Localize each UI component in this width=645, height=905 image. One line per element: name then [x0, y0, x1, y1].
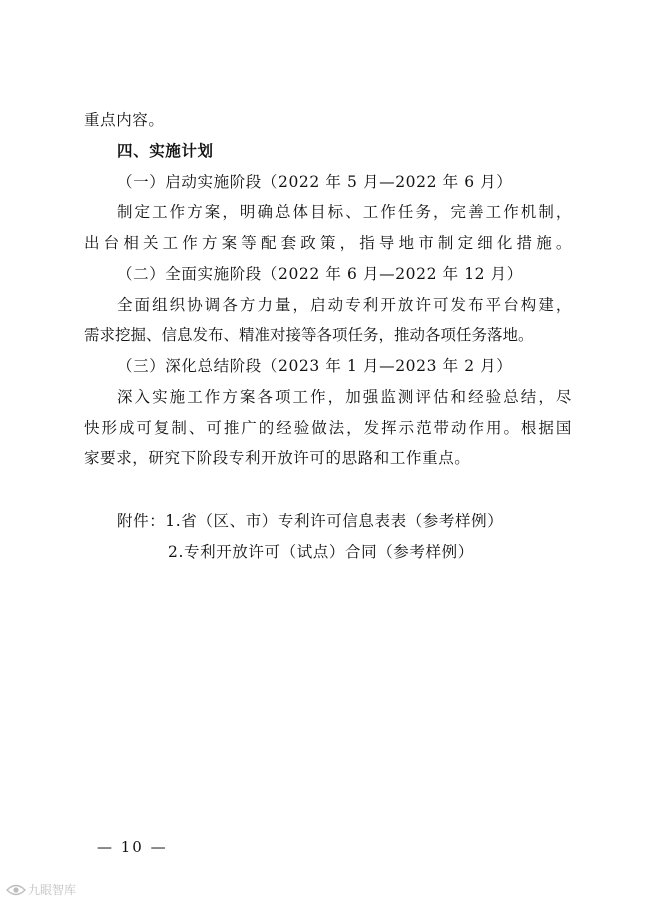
paragraph-line: 快形成可复制、可推广的经验做法，发挥示范带动作用。根据国 [84, 419, 572, 437]
section-heading: 四、实施计划 [117, 142, 214, 160]
watermark [6, 881, 76, 898]
attachment-line-1: 附件：1.省（区、市）专利许可信息表表（参考样例） [117, 512, 504, 530]
paragraph-line: 需求挖掘、信息发布、精准对接等各项任务，推动各项任务落地。 [84, 326, 534, 344]
subsection-heading: （一）启动实施阶段（2022 年 5 月—2022 年 6 月） [117, 173, 513, 191]
paragraph-line: 家要求，研究下阶段专利开放许可的思路和工作重点。 [84, 449, 471, 467]
paragraph-line: 重点内容。 [84, 111, 165, 129]
paragraph-line: 制定工作方案，明确总体目标、工作任务，完善工作机制， [117, 203, 572, 221]
attachment-line-2: 2.专利开放许可（试点）合同（参考样例） [168, 543, 474, 561]
subsection-heading: （二）全面实施阶段（2022 年 6 月—2022 年 12 月） [117, 265, 523, 283]
paragraph-line: 出台相关工作方案等配套政策，指导地市制定细化措施。 [84, 234, 572, 252]
paragraph-line: 深入实施工作方案各项工作，加强监测评估和经验总结，尽 [117, 388, 572, 406]
paragraph-line: 全面组织协调各方力量，启动专利开放许可发布平台构建， [117, 296, 572, 314]
watermark-text: 九眼智库 [28, 883, 77, 897]
eye-logo-icon [6, 883, 26, 897]
subsection-heading: （三）深化总结阶段（2023 年 1 月—2023 年 2 月） [117, 357, 513, 375]
page-number: — 10 — [97, 838, 168, 856]
